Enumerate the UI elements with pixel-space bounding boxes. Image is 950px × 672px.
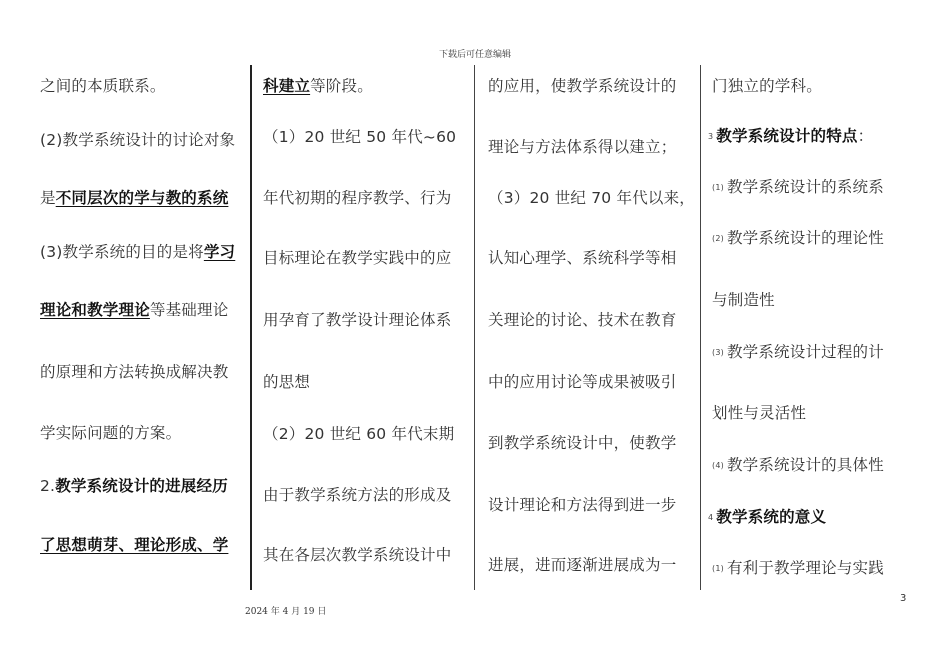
item-number: (3) <box>712 348 724 357</box>
item-number: (4) <box>712 461 724 470</box>
paragraph-line: （3）20 世纪 70 年代以来， <box>488 189 695 207</box>
paragraph-line: 进展，进而逐渐进展成为一 <box>488 556 677 574</box>
paragraph-line: 学实际问题的方案。 <box>40 424 182 442</box>
list-item <box>712 453 884 475</box>
paragraph-line: 之间的本质联系。 <box>40 77 166 95</box>
item-text: 教学系统设计的系统系 <box>726 178 884 196</box>
list-item <box>712 556 884 578</box>
paragraph-line: 的应用，使教学系统设计的 <box>488 77 677 95</box>
paragraph-line <box>263 74 373 96</box>
section-number: 3 <box>708 132 714 141</box>
emphasis-text: 学习 <box>203 243 236 261</box>
emphasis-text: 科建立 <box>263 77 311 95</box>
paragraph-line: 划性与灵活性 <box>712 404 807 422</box>
emphasis-text: 理论和教学理论 <box>40 301 150 319</box>
item-text: 教学系统设计过程的计 <box>726 343 884 361</box>
paragraph-line: 目标理论在教学实践中的应 <box>263 249 452 267</box>
paragraph-line <box>40 298 228 320</box>
paragraph-line: (2)教学系统设计的讨论对象 <box>40 131 236 149</box>
emphasis-text: 不同层次的学与教的系统 <box>55 189 229 207</box>
paragraph-line: 年代初期的程序教学、行为 <box>263 189 452 207</box>
paragraph-line: 的原理和方法转换成解决教 <box>40 363 229 381</box>
text-run: 等基础理论 <box>149 301 229 319</box>
heading-text: 教学系统设计的进展经历 <box>55 477 228 495</box>
text-run: ： <box>857 127 874 145</box>
column-divider <box>250 65 252 590</box>
item-number: (1) <box>712 564 724 573</box>
column-divider <box>700 65 701 590</box>
item-text: 有利于教学理论与实践 <box>726 559 884 577</box>
page-header: 下载后可任意编辑 <box>438 50 511 60</box>
paragraph-line: 中的应用讨论等成果被吸引 <box>488 373 677 391</box>
paragraph-line: 与制造性 <box>712 291 775 309</box>
paragraph-line <box>40 186 228 208</box>
text-run: 等阶段。 <box>310 77 373 95</box>
paragraph-line: 到教学系统设计中，使教学 <box>488 434 677 452</box>
paragraph-line: 的思想 <box>263 373 311 391</box>
item-number: (1) <box>712 183 724 192</box>
paragraph-line <box>40 240 235 262</box>
emphasis-text: 了思想萌芽、理论形成、学 <box>40 536 229 554</box>
paragraph-line: 门独立的学科。 <box>712 77 822 95</box>
text-run: 是 <box>40 189 56 207</box>
paragraph-line: （1）20 世纪 50 年代~60 <box>263 128 457 146</box>
section-number: 2. <box>40 477 56 495</box>
section-number: 4 <box>708 513 714 522</box>
paragraph-line: 理论与方法体系得以建立； <box>488 138 677 156</box>
paragraph-line: 用孕育了教学设计理论体系 <box>263 311 452 329</box>
item-text: 教学系统设计的具体性 <box>726 456 884 474</box>
item-text: 教学系统设计的理论性 <box>726 229 884 247</box>
list-item <box>712 226 884 248</box>
paragraph-line: （2）20 世纪 60 年代末期 <box>263 425 455 443</box>
footer-date: 2024 年 4 月 19 日 <box>245 607 327 617</box>
heading-text: 教学系统的意义 <box>716 508 827 526</box>
item-number: (2) <box>712 234 724 243</box>
section-heading <box>708 124 873 146</box>
column-divider <box>474 65 475 590</box>
paragraph-line: 其在各层次教学系统设计中 <box>263 546 452 564</box>
section-heading <box>708 505 826 527</box>
list-item <box>712 340 884 362</box>
paragraph-line: 认知心理学、系统科学等相 <box>488 249 677 267</box>
text-run: (3)教学系统的目的是将 <box>40 243 204 261</box>
section-heading <box>40 474 228 496</box>
heading-text: 教学系统设计的特点 <box>716 127 858 145</box>
list-item <box>712 175 884 197</box>
paragraph-line: 关理论的讨论、技术在教育 <box>488 311 677 329</box>
page-number: 3 <box>900 593 907 604</box>
paragraph-line: 由于教学系统方法的形成及 <box>263 486 452 504</box>
paragraph-line: 设计理论和方法得到进一步 <box>488 496 677 514</box>
